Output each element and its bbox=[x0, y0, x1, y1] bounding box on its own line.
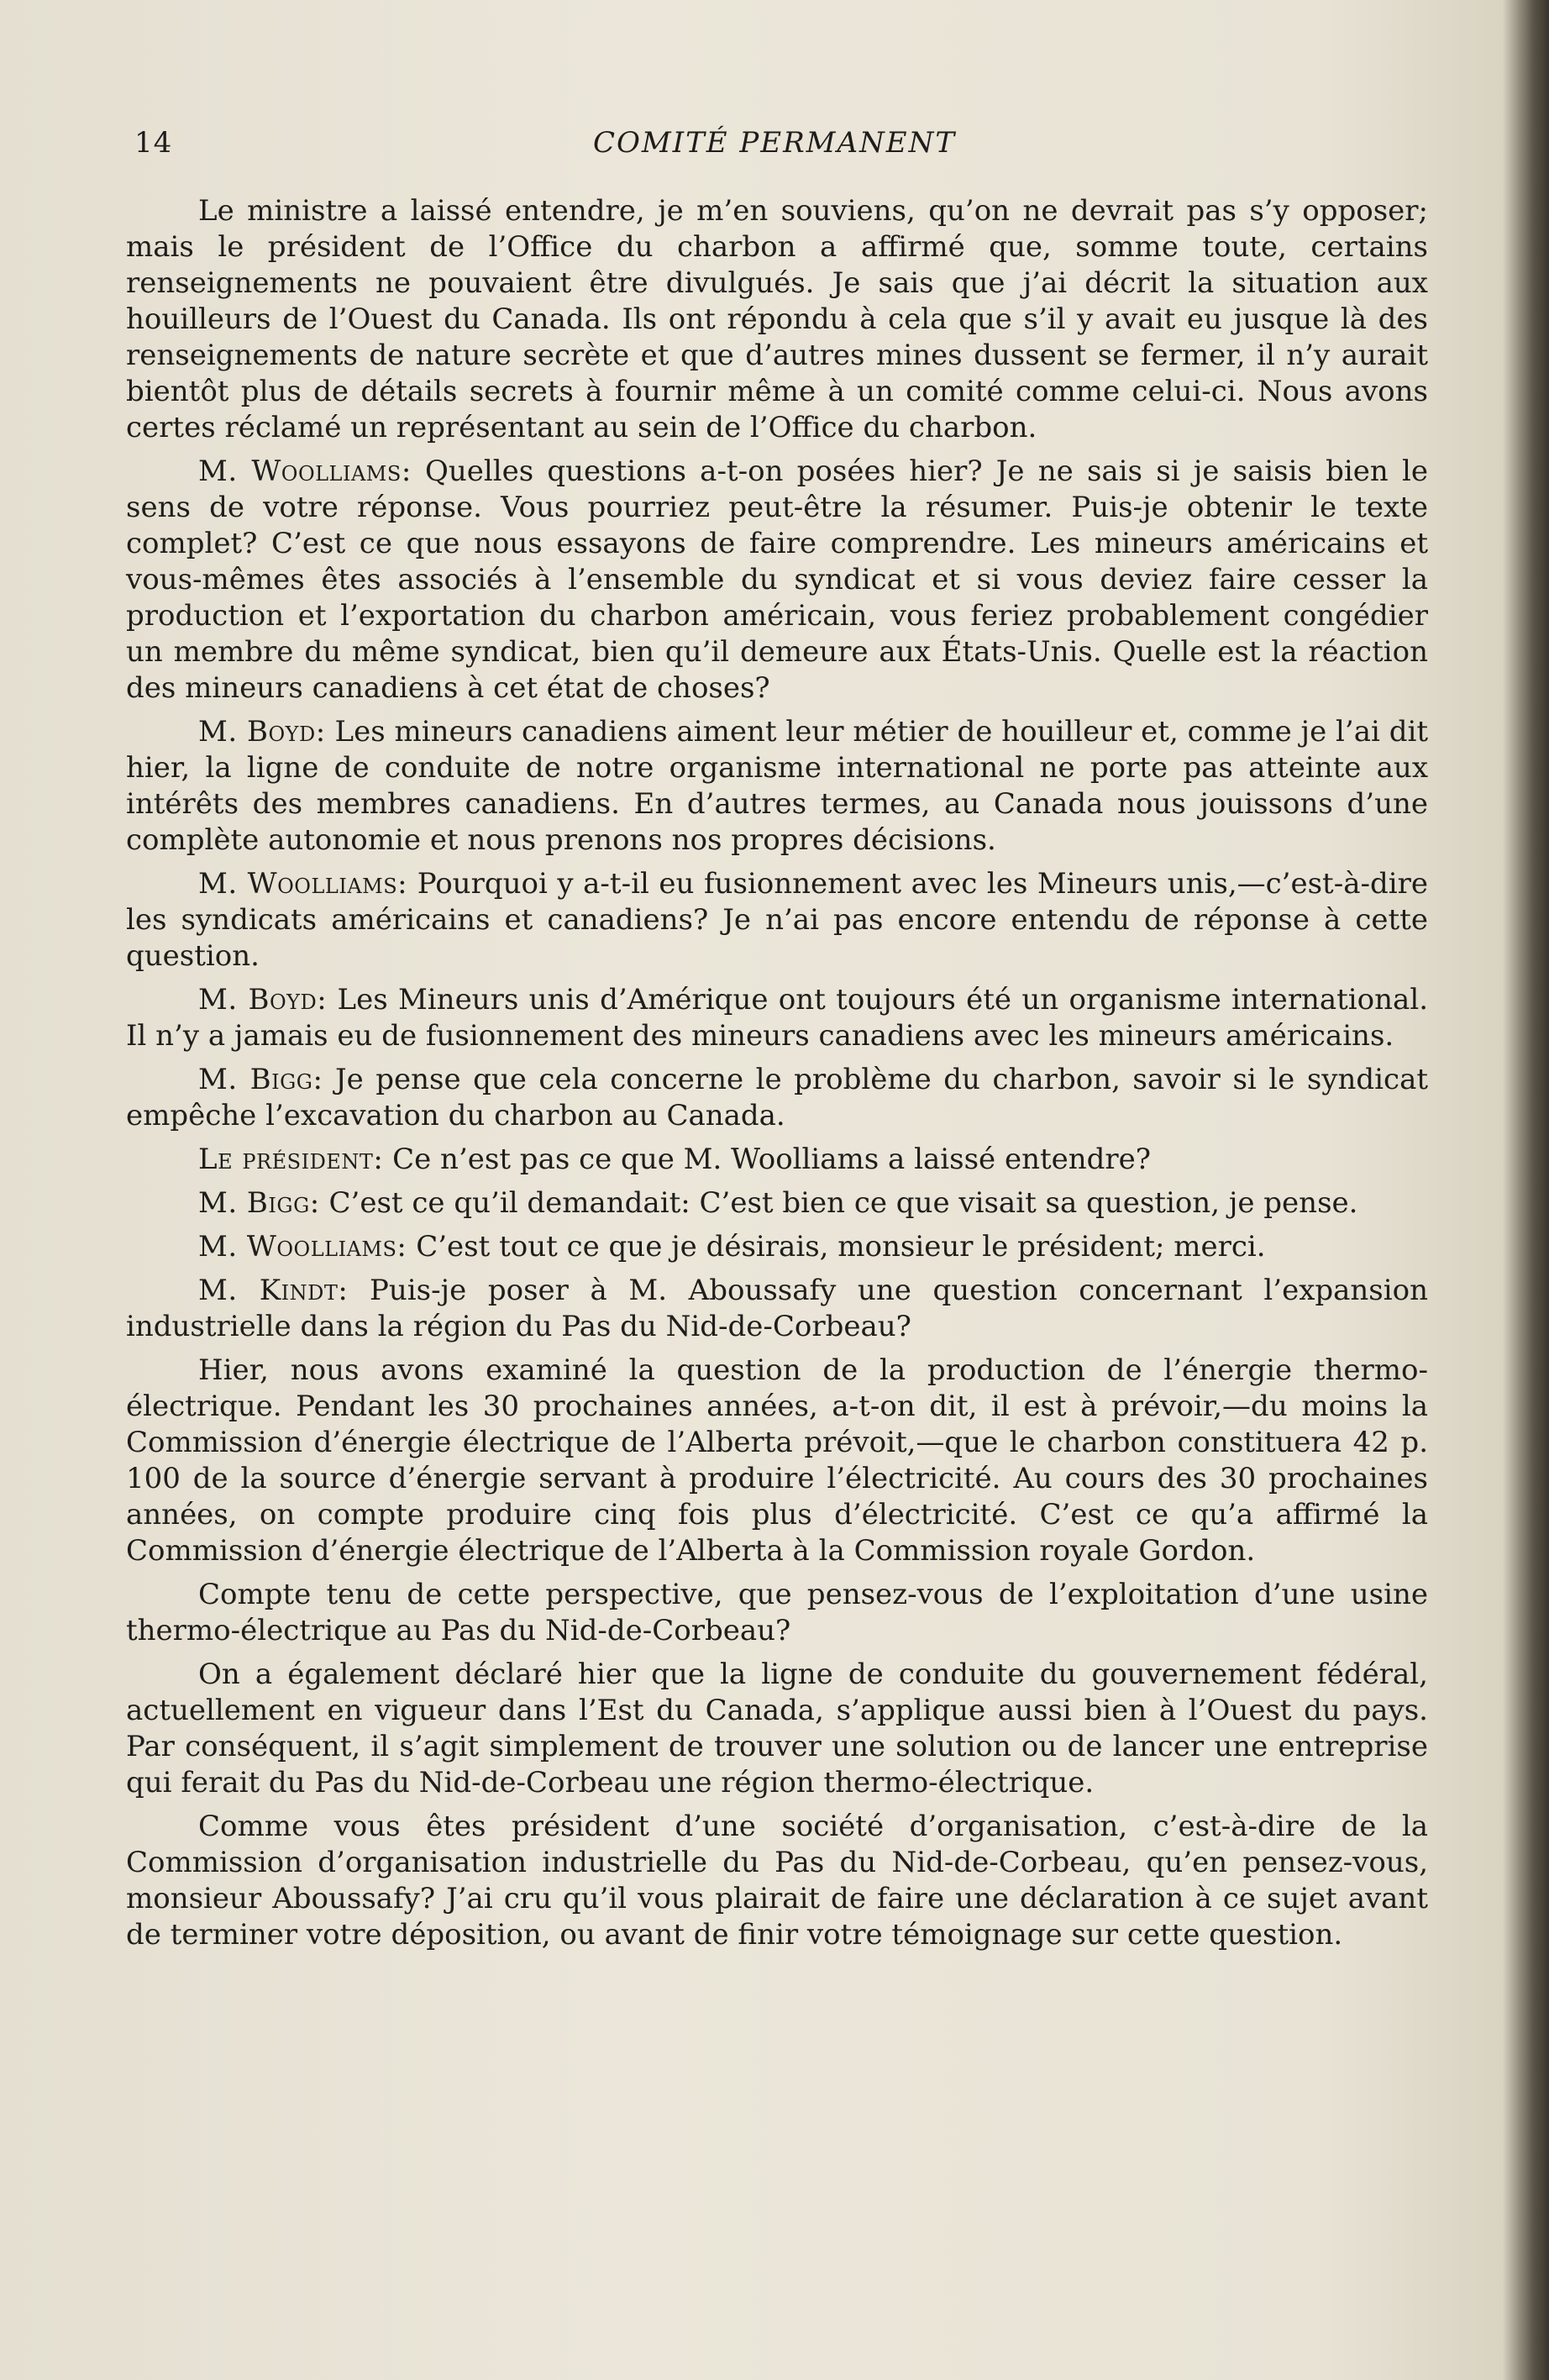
speaker-name: M. Bigg: bbox=[198, 1186, 320, 1220]
paragraph-text: Les Mineurs unis d’Amérique ont toujours été un organisme international. Il n’y a jamais eu de fusionnement des mineurs canadiens avec les mineurs américains. bbox=[126, 983, 1428, 1053]
paragraph bbox=[126, 193, 1428, 446]
paragraph bbox=[126, 1809, 1428, 1953]
paragraph bbox=[126, 1062, 1428, 1134]
paragraph-text: Comme vous êtes président d’une société d’organisation, c’est-à-dire de la Commission d’organisation industrielle du Pas du Nid-de-Corbeau, qu’en pensez-vous, monsieur Aboussafy? J’ai cru qu’il vous plairait de faire une déclaration à ce sujet avant de terminer votre déposition, ou avant de finir votre témoignage sur cette question. bbox=[126, 1810, 1428, 1952]
paragraph-text: C’est ce qu’il demandait: C’est bien ce que visait sa question, je pense. bbox=[328, 1186, 1358, 1220]
paragraph bbox=[126, 1229, 1428, 1265]
speaker-name: M. Bigg: bbox=[198, 1063, 323, 1096]
paragraph-text: Puis-je poser à M. Aboussafy une question concernant l’expansion industrielle dans la région du Pas du Nid-de-Corbeau? bbox=[126, 1274, 1429, 1343]
paragraph-text: Le ministre a laissé entendre, je m’en souviens, qu’on ne devrait pas s’y opposer; mais le président de l’Office du charbon a affirmé que, somme toute, certains renseignements ne pouvaient être divulgués. Je sais que j’ai décrit la situation aux houilleurs de l’Ouest du Canada. Ils ont répondu à cela que s’il y avait eu jusque là des renseignements de nature secrète et que d’autres mines dussent se fermer, il n’y aurait bientôt plus de détails secrets à fournir même à un comité comme celui-ci. Nous avons certes réclamé un représentant au sein de l’Office du charbon. bbox=[126, 194, 1428, 444]
paragraph-text: Ce n’est pas ce que M. Woolliams a laissé entendre? bbox=[392, 1143, 1152, 1176]
paragraph-text: Compte tenu de cette perspective, que pensez-vous de l’exploitation d’une usine thermo-électrique au Pas du Nid-de-Corbeau? bbox=[126, 1578, 1428, 1647]
paragraph bbox=[126, 1273, 1428, 1345]
running-title: COMITÉ PERMANENT bbox=[592, 126, 957, 160]
paragraph-text: On a également déclaré hier que la ligne de conduite du gouvernement fédéral, actuellement en vigueur dans l’Est du Canada, s’applique aussi bien à l’Ouest du pays. Par conséquent, il s’agit simplement de trouver une solution ou de lancer une entreprise qui ferait du Pas du Nid-de-Corbeau une région thermo-électrique. bbox=[126, 1658, 1428, 1799]
page-body bbox=[126, 193, 1428, 1961]
speaker-name: Le président: bbox=[198, 1143, 384, 1176]
speaker-name: M. Boyd: bbox=[198, 715, 326, 749]
speaker-name: M. Kindt: bbox=[198, 1274, 349, 1307]
paragraph bbox=[126, 1353, 1428, 1569]
paragraph-text: Pourquoi y a-t-il eu fusionnement avec les Mineurs unis,—c’est-à-dire les syndicats américains et canadiens? Je n’ai pas encore entendu de réponse à cette question. bbox=[126, 867, 1428, 973]
speaker-name: M. Boyd: bbox=[198, 983, 328, 1017]
paragraph-text: Les mineurs canadiens aiment leur métier de houilleur et, comme je l’ai dit hier, la ligne de conduite de notre organisme international ne porte pas atteinte aux intérêts des membres canadiens. En d’autres termes, au Canada nous jouissons d’une complète autonomie et nous prenons nos propres décisions. bbox=[126, 715, 1429, 857]
paragraph bbox=[126, 454, 1428, 707]
page-number: 14 bbox=[134, 126, 173, 160]
page-header bbox=[128, 126, 1421, 160]
paragraph bbox=[126, 1185, 1428, 1222]
paragraph-text: Je pense que cela concerne le problème du charbon, savoir si le syndicat empêche l’excavation du charbon au Canada. bbox=[126, 1063, 1428, 1132]
paragraph-text: Hier, nous avons examiné la question de la production de l’énergie thermo-électrique. Pendant les 30 prochaines années, a-t-on dit, il est à prévoir,—du moins la Commission d’énergie électrique de l’Alberta prévoit,—que le charbon constituera 42 p. 100 de la source d’énergie servant à produire l’électricité. Au cours des 30 prochaines années, on compte produire cinq fois plus d’électricité. C’est ce qu’a affirmé la Commission d’énergie électrique de l’Alberta à la Commission royale Gordon. bbox=[126, 1353, 1428, 1568]
paragraph bbox=[126, 714, 1428, 859]
speaker-name: M. Woolliams: bbox=[198, 1230, 407, 1264]
paragraph bbox=[126, 1657, 1428, 1801]
speaker-name: M. Woolliams: bbox=[198, 454, 412, 488]
paragraph-text: C’est tout ce que je désirais, monsieur le président; merci. bbox=[416, 1230, 1266, 1264]
paragraph bbox=[126, 1142, 1428, 1178]
paragraph bbox=[126, 982, 1428, 1054]
paragraph bbox=[126, 866, 1428, 975]
paragraph-text: Quelles questions a-t-on posées hier? Je ne sais si je saisis bien le sens de votre réponse. Vous pourriez peut-être la résumer. Puis-je obtenir le texte complet? C’est ce que nous essayons de faire comprendre. Les mineurs américains et vous-mêmes êtes associés à l’ensemble du syndicat et si vous deviez faire cesser la production et l’exportation du charbon américain, vous feriez probablement congédier un membre du même syndicat, bien qu’il demeure aux États-Unis. Quelle est la réaction des mineurs canadiens à cet état de choses? bbox=[126, 454, 1428, 705]
paragraph bbox=[126, 1577, 1428, 1649]
speaker-name: M. Woolliams: bbox=[198, 867, 408, 901]
